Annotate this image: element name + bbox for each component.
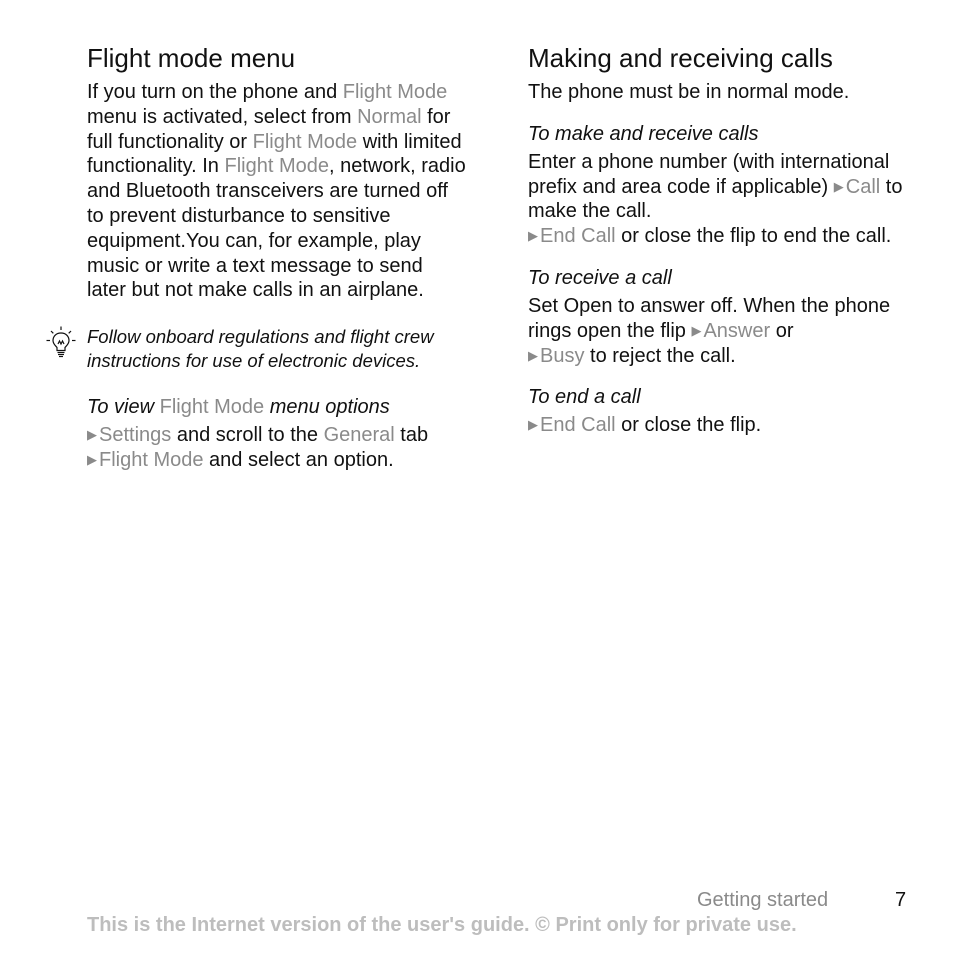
triangle-right-icon: ▶ bbox=[691, 322, 702, 338]
footer-section-title: Getting started bbox=[697, 889, 829, 911]
triangle-right-icon: ▶ bbox=[87, 427, 97, 443]
text: menu options bbox=[264, 396, 390, 419]
ui-term-general: General bbox=[323, 424, 395, 447]
ui-term-end-call: End Call bbox=[540, 225, 616, 248]
calls-intro: The phone must be in normal mode. bbox=[528, 81, 850, 103]
triangle-right-icon: ▶ bbox=[528, 417, 538, 433]
ui-term-call: Call bbox=[845, 175, 881, 198]
subheading-view-flight-mode bbox=[87, 394, 467, 420]
text: or close the flip. bbox=[615, 414, 762, 437]
receive-call-steps bbox=[528, 294, 912, 368]
ui-term-flight-mode: Flight Mode bbox=[342, 81, 448, 103]
ui-term-busy: Busy bbox=[540, 344, 585, 367]
subheading-receive-call: To receive a call bbox=[528, 266, 672, 289]
flight-mode-intro bbox=[87, 80, 467, 303]
ui-term-normal: Normal bbox=[357, 105, 422, 128]
ui-term-flight-mode: Flight Mode bbox=[224, 155, 329, 178]
flight-mode-steps bbox=[87, 423, 467, 473]
triangle-right-icon: ▶ bbox=[528, 228, 538, 244]
text: , network, radio and Bluetooth transceivers are turned off to prevent disturbance to sensitive equipment.You can, for example, play music or write a text message to send later but not make calls in an airplane. bbox=[87, 155, 466, 302]
end-call-steps bbox=[528, 413, 912, 438]
triangle-right-icon: ▶ bbox=[833, 178, 844, 194]
text: tab bbox=[394, 424, 429, 447]
tip-note bbox=[87, 325, 467, 372]
section-heading-flight-mode: Flight mode menu bbox=[87, 43, 296, 73]
ui-term-end-call: End Call bbox=[540, 414, 616, 437]
text: or close the flip to end the call. bbox=[615, 225, 892, 248]
subheading-make-calls: To make and receive calls bbox=[528, 122, 759, 145]
ui-term-answer: Answer bbox=[703, 319, 771, 342]
lightbulb-icon bbox=[45, 325, 77, 359]
section-heading-calls: Making and receiving calls bbox=[528, 43, 833, 73]
text: or bbox=[770, 319, 794, 342]
footer-notice: This is the Internet version of the user's guide. © Print only for private use. bbox=[87, 914, 797, 936]
ui-term-flight-mode: Flight Mode bbox=[159, 396, 265, 419]
subheading-end-call: To end a call bbox=[528, 386, 641, 409]
ui-term-settings: Settings bbox=[99, 424, 172, 447]
ui-term-flight-mode: Flight Mode bbox=[252, 130, 358, 153]
triangle-right-icon: ▶ bbox=[528, 347, 538, 363]
text: with limited functionality. In bbox=[87, 130, 462, 178]
page-number: 7 bbox=[895, 889, 907, 911]
text: and scroll to the bbox=[171, 424, 324, 447]
tip-text: Follow onboard regulations and flight crew instructions for use of electronic devices. bbox=[87, 326, 434, 371]
text: menu is activated, select from bbox=[87, 105, 358, 128]
make-calls-steps bbox=[528, 150, 912, 249]
triangle-right-icon: ▶ bbox=[87, 451, 97, 467]
text: and select an option. bbox=[203, 448, 394, 471]
left-column bbox=[87, 40, 467, 473]
ui-term-flight-mode: Flight Mode bbox=[99, 448, 204, 471]
text: To view bbox=[87, 396, 160, 419]
text: to reject the call. bbox=[584, 344, 736, 367]
text: If you turn on the phone and bbox=[87, 81, 343, 103]
right-column bbox=[528, 40, 912, 438]
text: Enter a phone number (with international prefix and area code if applicable) bbox=[528, 150, 890, 198]
text: to make the call. bbox=[528, 175, 903, 223]
text: for full functionality or bbox=[87, 105, 451, 153]
text: Set Open to answer off. When the phone rings open the flip bbox=[528, 294, 891, 342]
